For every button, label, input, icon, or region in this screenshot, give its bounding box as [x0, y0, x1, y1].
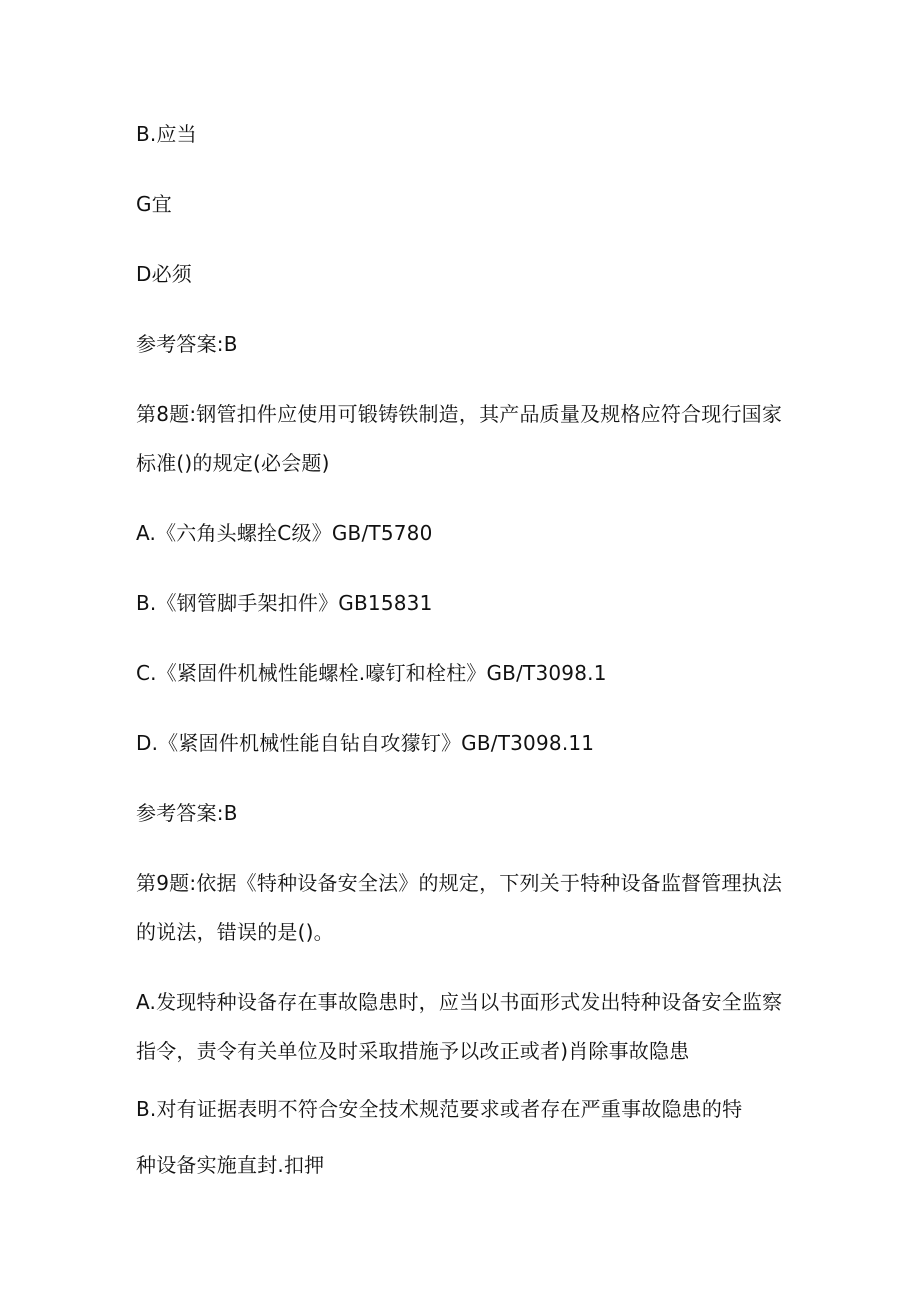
- question-9-option-b-line-1: B.对有证据表明不符合安全技术规范要求或者存在严重事故隐患的特: [136, 1097, 743, 1121]
- question-9-option-a-line-1: A.发现特种设备存在事故隐患时，应当以书面形式发出特种设备安全监察: [136, 990, 783, 1014]
- answer-line: 参考答案:B: [136, 332, 238, 356]
- question-8-option-c: C.《紧固件机械性能螺栓.嚎钉和栓柱》GB/T3098.1: [136, 661, 607, 685]
- question-8-option-b: B.《钢管脚手架扣件》GB15831: [136, 591, 433, 615]
- question-8-option-a: A.《六角头螺拴C级》GB/T5780: [136, 521, 433, 545]
- question-9-line-2: 的说法，错误的是()。: [136, 920, 334, 944]
- question-9-line-1: 第9题:依据《特种设备安全法》的规定，下列关于特种设备监督管理执法: [136, 871, 783, 895]
- option-c-line: G宜: [136, 192, 172, 216]
- question-8-option-d: D.《紧固件机械性能自钻自攻獴钉》GB/T3098.11: [136, 731, 595, 755]
- question-8-answer: 参考答案:B: [136, 801, 238, 825]
- option-d-line: D必须: [136, 262, 193, 286]
- option-b-line: B.应当: [136, 122, 197, 146]
- question-8-line-2: 标准()的规定(必会题): [136, 451, 330, 475]
- question-8-line-1: 第8题:钢管扣件应使用可锻铸铁制造，其产品质量及规格应符合现行国家: [136, 402, 783, 426]
- question-9-option-b-line-2: 种设备实施直封.扣押: [136, 1153, 325, 1177]
- question-9-option-a-line-2: 指令，责令有关单位及时采取措施予以改正或者)肖除事故隐患: [136, 1039, 690, 1063]
